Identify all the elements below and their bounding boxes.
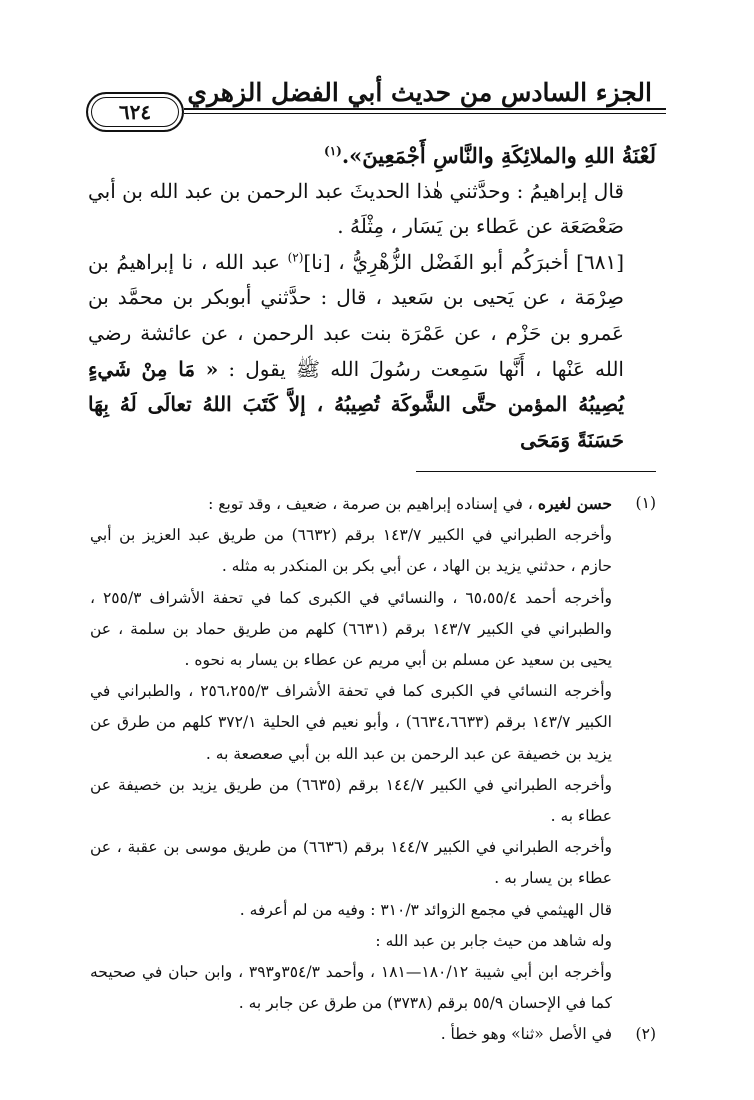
main-paragraph-1: [88, 138, 656, 174]
header-rule: [184, 108, 666, 114]
footnote-1-line-7: وله شاهد من حيث جابر بن عبد الله :: [375, 931, 612, 950]
footnote-1-number: (١): [635, 494, 656, 512]
footnote-divider: [416, 471, 656, 472]
page-number: ٦٢٤: [118, 100, 152, 124]
footnote-ref-2: (٢): [287, 250, 304, 265]
footnote-1-line-1: وأخرجه الطبراني في الكبير ١٤٣/٧ برقم (٦٦٣٢) من طريق عبد العزيز بن أبي حازم ، حدثني يزيد بن الهاد ، عن أبي بكر بن المنكدر به مثله .: [90, 526, 613, 576]
footnote-2-number: (٢): [635, 1025, 656, 1044]
footnote-1-line-0-text: ، في إسناده إبراهيم بن صرمة ، ضعيف ، وقد توبع :: [208, 495, 533, 513]
hadith-quote: « مَا مِنْ شَيءٍ يُصِيبُهُ المؤمن حتَّى الشَّوكَة تُصِيبُهُ ، إلاَّ كَتَبَ اللهُ تعالَى لَهُ بِهَا حَسَنَةً وَمَحَى: [88, 356, 624, 452]
main-text: [88, 138, 656, 458]
footnote-1-body: [90, 488, 612, 1019]
footnote-ref-1: (١): [324, 144, 342, 158]
footnote-1-line-6: قال الهيثمي في مجمع الزوائد ٣١٠/٣ : وفيه من لم أعرفه .: [239, 900, 612, 919]
footnote-1-line-8: وأخرجه ابن أبي شيبة ١٨٠/١٢—١٨١ ، وأحمد ٣٥٤/٣و٣٩٣ ، وابن حبان في صحيحه كما في الإحسان ٥٥/٩ برقم (٣٧٣٨) من طرق عن جابر به .: [90, 963, 612, 1013]
main-paragraph-1-text: لَعْنَةُ اللهِ والملائِكَةِ والنَّاسِ أَجْمَعِينَ».: [341, 143, 656, 168]
footnote-1-line-0: [90, 488, 612, 520]
page-number-badge: [86, 92, 184, 132]
main-paragraph-2: قال إبراهيمُ : وحدَّثني هٰذا الحديثَ عبد الرحمن بن عبد الله بن أبي صَعْصَعَة عن عَطاء بن يَسَار ، مِثْلَهُ .: [88, 178, 624, 239]
footnote-1-grade: حسن لغيره: [537, 494, 612, 513]
footnote-1-line-3: وأخرجه النسائي في الكبرى كما في تحفة الأشراف ٢٥٦،٢٥٥/٣ ، والطبراني في الكبير ١٤٣/٧ برقم (٦٦٣٤،٦٦٣٣) ، وأبو نعيم في الحلية ٣٧٢/١ كلهم من طرق عن يزيد بن خصيفة عن عبد الرحمن بن عبد الله بن أبي صعصعة به .: [90, 682, 612, 763]
footnote-1-line-2: وأخرجه أحمد ٦٥،٥٥/٤ ، والنسائي في الكبرى كما في تحفة الأشراف ٢٥٥/٣ ، والطبراني في الكبير ١٤٣/٧ برقم (٦٦٣١) كلهم من طريق حماد بن سلمة ، عن يحيى بن سعيد عن مسلم بن أبي مريم عن عطاء بن يسار به نحوه .: [90, 588, 613, 670]
footnote-2: [90, 1019, 656, 1050]
footnote-2-text: في الأصل «ثنا» وهو خطأ .: [440, 1025, 612, 1044]
footnote-1-line-4: وأخرجه الطبراني في الكبير ١٤٤/٧ برقم (٦٦٣٥) من طريق يزيد بن خصيفة عن عطاء به .: [90, 775, 612, 826]
isnad-text: عبد الله ، نا إبراهيمُ بن صِرْمَة ، عن يَحيى بن سَعيد ، قال : حدَّثني أبوبكر بن محمَّد بن عَمرو بن حَزْم ، عن عَمْرَة بنت عبد الرحمن ، عن عائشة رضي الله عَنْها ، أَنَّها سَمِعت رسُولَ الله ﷺ يقول :: [88, 249, 624, 381]
main-paragraph-3: [88, 245, 656, 459]
footnote-1: [90, 488, 656, 1019]
footnotes: [90, 488, 656, 1051]
footnote-1-line-5: وأخرجه الطبراني في الكبير ١٤٤/٧ برقم (٦٦٣٦) من طريق موسى بن عقبة ، عن عطاء بن يسار به .: [90, 838, 612, 888]
running-title: الجزء السادس من حديث أبي الفضل الزهري: [187, 78, 652, 107]
hadith-number-intro: [٦٨١] أخبرَكُم أبو الفَضْل الزُّهْرِيُّ ، [نا]: [303, 249, 625, 274]
page-header: [86, 66, 666, 126]
footnote-2-body: [90, 1019, 612, 1050]
